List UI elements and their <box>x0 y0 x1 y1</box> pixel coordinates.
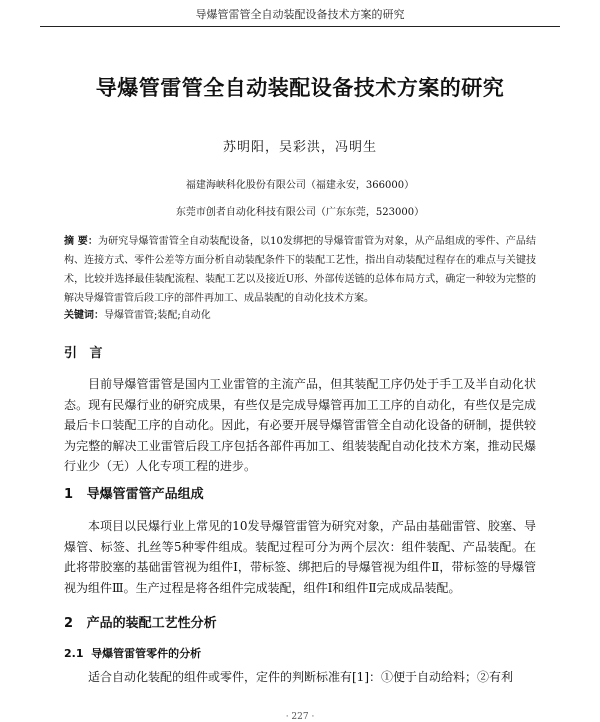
section-heading-intro: 引 言 <box>64 346 107 361</box>
section-heading-2 <box>64 612 217 631</box>
subsection-heading-2-1 <box>64 645 201 661</box>
affiliation-2: 东莞市创者自动化科技有限公司（广东东莞，523000） <box>175 207 425 218</box>
keywords-label: 关键词： <box>64 310 104 321</box>
section-number: 2 <box>64 616 74 631</box>
running-header: 导爆管雷管全自动装配设备技术方案的研究 <box>40 6 560 27</box>
section-1-paragraph: 本项目以民爆行业上常见的10发导爆管雷管为研究对象，产品由基础雷管、胶塞、导爆管、标签、扎丝等5种零件组成。装配过程可分为两个层次：组件装配、产品装配。在此将带胶塞的基础雷管视为组件Ⅰ，带标签、绑把后的导爆管视为组件Ⅱ，带标签的导爆管视为组件Ⅲ。生产过程是将各组件完成装配，组件Ⅰ和组件Ⅱ完成成品装配。 <box>64 519 536 595</box>
abstract-label: 摘 要： <box>64 236 98 247</box>
section-title: 产品的装配工艺性分析 <box>86 616 217 631</box>
paper-title: 导爆管雷管全自动装配设备技术方案的研究 <box>95 76 505 100</box>
subsection-number: 2.1 <box>64 647 84 660</box>
author-list: 苏明阳，吴彩洪，冯明生 <box>222 140 377 155</box>
section-number: 1 <box>64 487 74 502</box>
abstract-text: 为研究导爆管雷管全自动装配设备，以10发绑把的导爆管雷管为对象，从产品组成的零件、产品结构、连接方式、零件公差等方面分析自动装配条件下的装配工艺性，指出自动装配过程存在的难点与关键技术，比较并选择最佳装配流程、装配工艺以及接近U形、外部传送链的总体布局方式，确定一种较为完整的解决导爆管雷管后段工序的部件再加工、成品装配的自动化技术方案。 <box>64 236 536 304</box>
subsection-2-1-paragraph: 适合自动化装配的组件或零件，定件的判断标准有[1]：①便于自动给料；②有利 <box>88 670 514 684</box>
affiliation-1: 福建海峡科化股份有限公司（福建永安，366000） <box>185 180 415 191</box>
intro-paragraph: 目前导爆管雷管是国内工业雷管的主流产品，但其装配工序仍处于手工及半自动化状态。现有民爆行业的研究成果，有些仅是完成导爆管再加工工序的自动化，有些仅是完成最后卡口装配工序的自动化。因此，有必要开展导爆管雷管全自动化设备的研制，提供较为完整的解决工业雷管后段工序包括各部件再加工、组装装配自动化技术方案，推动民爆行业少（无）人化专项工程的进步。 <box>64 377 536 473</box>
page-number: · 227 · <box>285 712 315 722</box>
keywords <box>64 306 536 321</box>
subsection-title: 导爆管雷管零件的分析 <box>91 647 202 660</box>
keywords-text: 导爆管雷管;装配;自动化 <box>104 310 211 321</box>
section-heading-1 <box>64 483 204 502</box>
abstract <box>64 232 536 308</box>
section-title: 导爆管雷管产品组成 <box>86 487 204 502</box>
